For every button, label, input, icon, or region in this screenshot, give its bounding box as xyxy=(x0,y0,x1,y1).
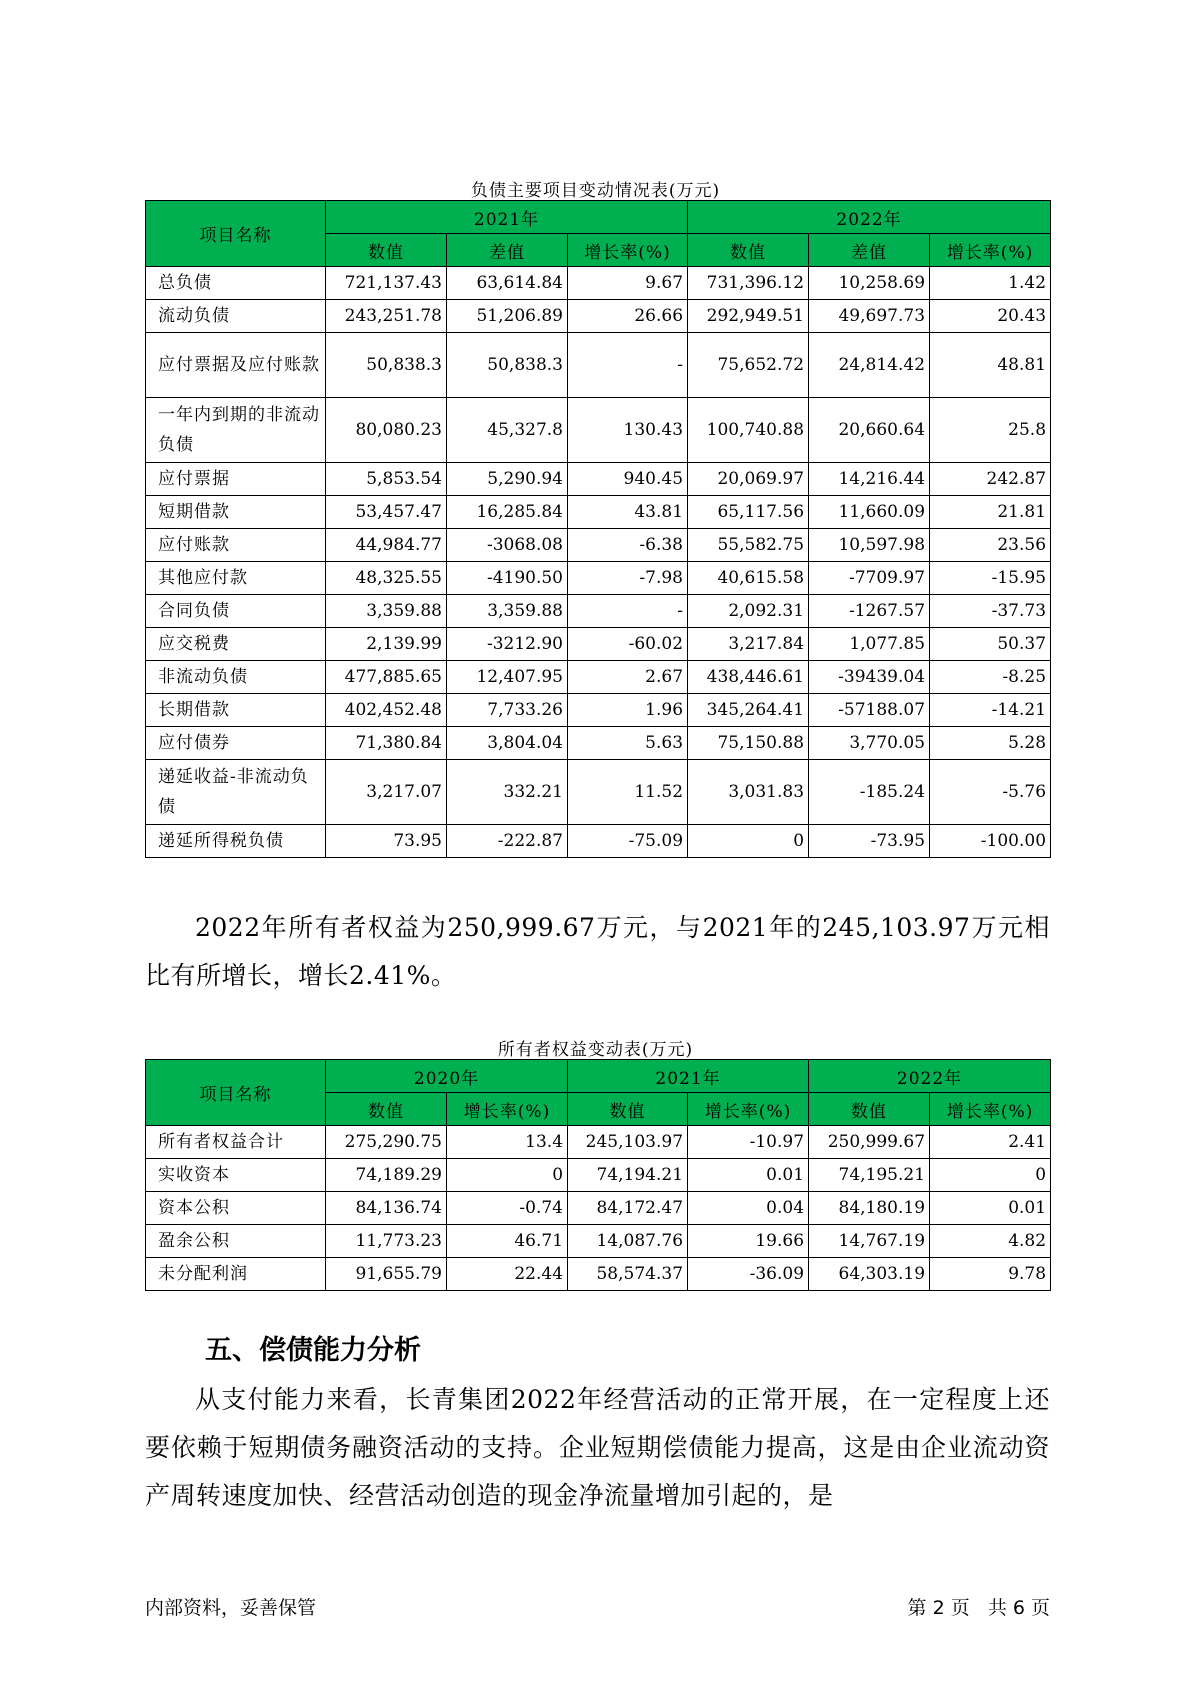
table-row xyxy=(146,463,1051,496)
table-row xyxy=(146,1258,1051,1291)
row-label: 所有者权益合计 xyxy=(146,1126,326,1159)
equity-summary-paragraph: 2022年所有者权益为250,999.67万元，与2021年的245,103.97万元相比有所增长，增长2.41%。 xyxy=(145,913,1050,990)
table-cell: 275,290.75 xyxy=(326,1126,447,1159)
table-cell: 53,457.47 xyxy=(326,496,447,529)
row-label: 应付票据 xyxy=(146,463,326,496)
table-cell: 243,251.78 xyxy=(326,300,447,333)
table-cell: -0.74 xyxy=(447,1192,568,1225)
header-value: 数值 xyxy=(326,234,447,267)
table-row xyxy=(146,300,1051,333)
row-label: 短期借款 xyxy=(146,496,326,529)
table-cell: 3,359.88 xyxy=(447,595,568,628)
table-cell: -222.87 xyxy=(447,825,568,858)
row-label: 应付账款 xyxy=(146,529,326,562)
row-label: 一年内到期的非流动负债 xyxy=(146,398,326,463)
table-cell: 0.01 xyxy=(688,1159,809,1192)
table-cell: 2.41 xyxy=(930,1126,1051,1159)
table-cell: 9.67 xyxy=(568,267,688,300)
row-label: 其他应付款 xyxy=(146,562,326,595)
table-cell: 731,396.12 xyxy=(688,267,809,300)
table-cell: -15.95 xyxy=(930,562,1051,595)
header-year: 2022年 xyxy=(688,201,1051,234)
table-cell: 48.81 xyxy=(930,333,1051,398)
table-cell: 26.66 xyxy=(568,300,688,333)
table-cell: 0.01 xyxy=(930,1192,1051,1225)
table-row xyxy=(146,398,1051,463)
table-cell: 19.66 xyxy=(688,1225,809,1258)
table-cell: 250,999.67 xyxy=(809,1126,930,1159)
table-cell: 7,733.26 xyxy=(447,694,568,727)
table-cell: 3,217.84 xyxy=(688,628,809,661)
table-cell: 0 xyxy=(688,825,809,858)
table-cell: 1.96 xyxy=(568,694,688,727)
table-cell: 71,380.84 xyxy=(326,727,447,760)
table-cell: -7709.97 xyxy=(809,562,930,595)
header-growth: 增长率(%) xyxy=(447,1093,568,1126)
table-row xyxy=(146,1192,1051,1225)
row-label: 应付债券 xyxy=(146,727,326,760)
table-cell: 21.81 xyxy=(930,496,1051,529)
table-cell: 22.44 xyxy=(447,1258,568,1291)
table-cell: 14,087.76 xyxy=(568,1225,688,1258)
table-row xyxy=(146,529,1051,562)
table-row xyxy=(146,1126,1051,1159)
table-cell: 940.45 xyxy=(568,463,688,496)
header-growth: 增长率(%) xyxy=(930,234,1051,267)
row-label: 合同负债 xyxy=(146,595,326,628)
header-value: 数值 xyxy=(809,1093,930,1126)
table-row xyxy=(146,628,1051,661)
table-row xyxy=(146,825,1051,858)
table-cell: 10,597.98 xyxy=(809,529,930,562)
table-row xyxy=(146,267,1051,300)
table-cell: 14,767.19 xyxy=(809,1225,930,1258)
header-growth: 增长率(%) xyxy=(930,1093,1051,1126)
table-cell: -7.98 xyxy=(568,562,688,595)
table-cell: 5.28 xyxy=(930,727,1051,760)
table-row xyxy=(146,595,1051,628)
table-cell: 2,092.31 xyxy=(688,595,809,628)
table-cell: 1.42 xyxy=(930,267,1051,300)
table-cell: 0.04 xyxy=(688,1192,809,1225)
row-label: 实收资本 xyxy=(146,1159,326,1192)
table-cell: 1,077.85 xyxy=(809,628,930,661)
table-cell: 74,195.21 xyxy=(809,1159,930,1192)
table-cell: 80,080.23 xyxy=(326,398,447,463)
table-cell: 23.56 xyxy=(930,529,1051,562)
footer-confidential-note: 内部资料，妥善保管 xyxy=(145,1597,317,1619)
header-item-name: 项目名称 xyxy=(146,201,326,267)
table-cell: 91,655.79 xyxy=(326,1258,447,1291)
table-cell: 5,853.54 xyxy=(326,463,447,496)
header-diff: 差值 xyxy=(447,234,568,267)
table-cell: -1267.57 xyxy=(809,595,930,628)
table-cell: 477,885.65 xyxy=(326,661,447,694)
liability-table xyxy=(145,200,1051,858)
liability-table-caption: 负债主要项目变动情况表(万元) xyxy=(470,181,721,201)
table-cell: 74,194.21 xyxy=(568,1159,688,1192)
table-cell: 84,172.47 xyxy=(568,1192,688,1225)
table-cell: -57188.07 xyxy=(809,694,930,727)
table-cell: -6.38 xyxy=(568,529,688,562)
table-cell: 40,615.58 xyxy=(688,562,809,595)
table-cell: 50,838.3 xyxy=(447,333,568,398)
header-growth: 增长率(%) xyxy=(568,234,688,267)
table-cell: 64,303.19 xyxy=(809,1258,930,1291)
row-label: 流动负债 xyxy=(146,300,326,333)
table-cell: 11.52 xyxy=(568,760,688,825)
table-cell: 4.82 xyxy=(930,1225,1051,1258)
table-cell: 3,359.88 xyxy=(326,595,447,628)
table-cell: 20,660.64 xyxy=(809,398,930,463)
table-cell: 242.87 xyxy=(930,463,1051,496)
table-cell: 3,031.83 xyxy=(688,760,809,825)
table-cell: 46.71 xyxy=(447,1225,568,1258)
table-cell: 48,325.55 xyxy=(326,562,447,595)
table-cell: 721,137.43 xyxy=(326,267,447,300)
table-cell: 58,574.37 xyxy=(568,1258,688,1291)
table-cell: 43.81 xyxy=(568,496,688,529)
equity-table xyxy=(145,1059,1051,1291)
table-cell: 16,285.84 xyxy=(447,496,568,529)
table-row xyxy=(146,496,1051,529)
table-cell: 13.4 xyxy=(447,1126,568,1159)
table-cell: -100.00 xyxy=(930,825,1051,858)
header-value: 数值 xyxy=(326,1093,447,1126)
table-cell: 5.63 xyxy=(568,727,688,760)
table-cell: 45,327.8 xyxy=(447,398,568,463)
table-cell: 49,697.73 xyxy=(809,300,930,333)
row-label: 长期借款 xyxy=(146,694,326,727)
table-cell: 11,660.09 xyxy=(809,496,930,529)
table-cell: 50.37 xyxy=(930,628,1051,661)
table-cell: 345,264.41 xyxy=(688,694,809,727)
table-cell: 75,652.72 xyxy=(688,333,809,398)
row-label: 盈余公积 xyxy=(146,1225,326,1258)
table-cell: -185.24 xyxy=(809,760,930,825)
table-cell: 2.67 xyxy=(568,661,688,694)
table-cell: 44,984.77 xyxy=(326,529,447,562)
table-cell: 0 xyxy=(930,1159,1051,1192)
table-cell: 14,216.44 xyxy=(809,463,930,496)
table-cell: 3,217.07 xyxy=(326,760,447,825)
header-value: 数值 xyxy=(568,1093,688,1126)
table-row xyxy=(146,661,1051,694)
table-cell: - xyxy=(568,595,688,628)
table-cell: 74,189.29 xyxy=(326,1159,447,1192)
table-cell: 12,407.95 xyxy=(447,661,568,694)
row-label: 应交税费 xyxy=(146,628,326,661)
table-cell: 11,773.23 xyxy=(326,1225,447,1258)
table-cell: -8.25 xyxy=(930,661,1051,694)
header-year: 2021年 xyxy=(326,201,688,234)
table-cell: 55,582.75 xyxy=(688,529,809,562)
row-label: 资本公积 xyxy=(146,1192,326,1225)
table-cell: -37.73 xyxy=(930,595,1051,628)
table-cell: -75.09 xyxy=(568,825,688,858)
header-item-name: 项目名称 xyxy=(146,1060,326,1126)
table-cell: 65,117.56 xyxy=(688,496,809,529)
table-cell: 25.8 xyxy=(930,398,1051,463)
header-year: 2022年 xyxy=(809,1060,1051,1093)
equity-table-caption: 所有者权益变动表(万元) xyxy=(497,1040,694,1060)
header-year: 2020年 xyxy=(326,1060,568,1093)
row-label: 未分配利润 xyxy=(146,1258,326,1291)
table-row xyxy=(146,727,1051,760)
header-value: 数值 xyxy=(688,234,809,267)
table-cell: -5.76 xyxy=(930,760,1051,825)
table-cell: 20.43 xyxy=(930,300,1051,333)
table-cell: -14.21 xyxy=(930,694,1051,727)
table-cell: 5,290.94 xyxy=(447,463,568,496)
table-cell: 84,136.74 xyxy=(326,1192,447,1225)
table-row xyxy=(146,694,1051,727)
row-label: 应付票据及应付账款 xyxy=(146,333,326,398)
table-cell: 2,139.99 xyxy=(326,628,447,661)
table-cell: 20,069.97 xyxy=(688,463,809,496)
table-cell: 84,180.19 xyxy=(809,1192,930,1225)
table-cell: 3,804.04 xyxy=(447,727,568,760)
table-cell: 63,614.84 xyxy=(447,267,568,300)
table-cell: 24,814.42 xyxy=(809,333,930,398)
table-cell: -3068.08 xyxy=(447,529,568,562)
table-cell: 75,150.88 xyxy=(688,727,809,760)
table-cell: 245,103.97 xyxy=(568,1126,688,1159)
table-row xyxy=(146,1159,1051,1192)
table-row xyxy=(146,562,1051,595)
table-cell: 100,740.88 xyxy=(688,398,809,463)
table-cell: -60.02 xyxy=(568,628,688,661)
table-row xyxy=(146,760,1051,825)
equity-table-body xyxy=(146,1126,1051,1291)
table-cell: 402,452.48 xyxy=(326,694,447,727)
table-cell: 9.78 xyxy=(930,1258,1051,1291)
table-row xyxy=(146,333,1051,398)
section-heading: 五、偿债能力分析 xyxy=(205,1335,421,1366)
row-label: 总负债 xyxy=(146,267,326,300)
table-row xyxy=(146,1225,1051,1258)
row-label: 非流动负债 xyxy=(146,661,326,694)
table-cell: 50,838.3 xyxy=(326,333,447,398)
liability-table-body xyxy=(146,267,1051,858)
header-growth: 增长率(%) xyxy=(688,1093,809,1126)
table-cell: -3212.90 xyxy=(447,628,568,661)
table-cell: -39439.04 xyxy=(809,661,930,694)
table-cell: 438,446.61 xyxy=(688,661,809,694)
table-cell: -4190.50 xyxy=(447,562,568,595)
header-diff: 差值 xyxy=(809,234,930,267)
table-cell: - xyxy=(568,333,688,398)
row-label: 递延收益-非流动负债 xyxy=(146,760,326,825)
table-cell: 3,770.05 xyxy=(809,727,930,760)
table-cell: 73.95 xyxy=(326,825,447,858)
table-cell: -10.97 xyxy=(688,1126,809,1159)
table-cell: 51,206.89 xyxy=(447,300,568,333)
footer-page-number: 第 2 页 共 6 页 xyxy=(907,1597,1050,1619)
table-cell: 10,258.69 xyxy=(809,267,930,300)
row-label: 递延所得税负债 xyxy=(146,825,326,858)
table-cell: -73.95 xyxy=(809,825,930,858)
table-cell: 0 xyxy=(447,1159,568,1192)
solvency-paragraph: 从支付能力来看，长青集团2022年经营活动的正常开展，在一定程度上还要依赖于短期债务融资活动的支持。企业短期偿债能力提高，这是由企业流动资产周转速度加快、经营活动创造的现金净流量增加引起的，是 xyxy=(145,1385,1050,1510)
table-cell: 130.43 xyxy=(568,398,688,463)
header-year: 2021年 xyxy=(568,1060,809,1093)
table-cell: 292,949.51 xyxy=(688,300,809,333)
table-cell: 332.21 xyxy=(447,760,568,825)
table-cell: -36.09 xyxy=(688,1258,809,1291)
